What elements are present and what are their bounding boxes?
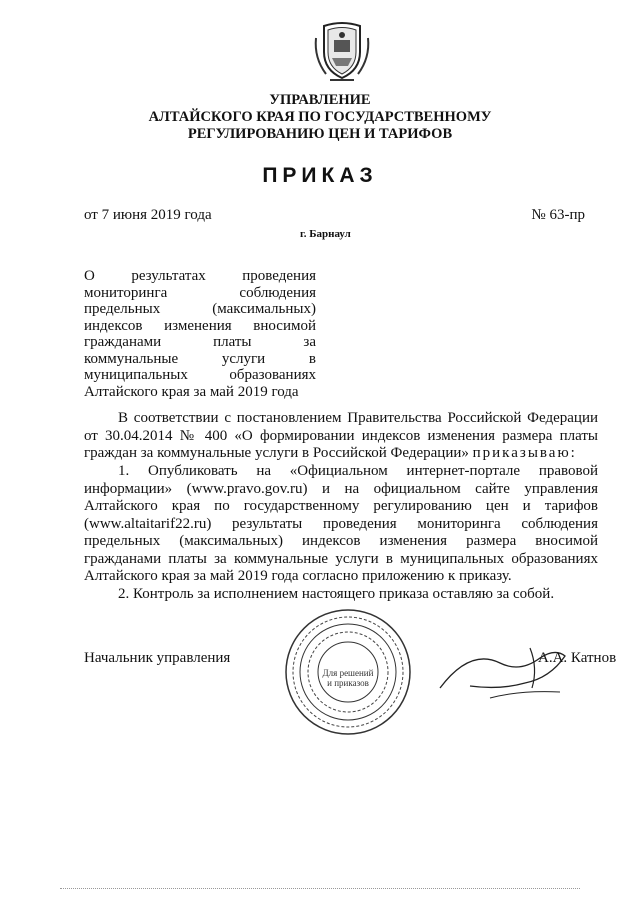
handwritten-signature bbox=[430, 628, 590, 708]
org-name-line-2: АЛТАЙСКОГО КРАЯ ПО ГОСУДАРСТВЕННОМУ bbox=[148, 109, 492, 125]
stamp-inner-line-2: и приказов bbox=[327, 678, 369, 688]
signatory-role: Начальник управления bbox=[84, 650, 231, 666]
signatory-name: А.А. Катнов bbox=[538, 650, 617, 666]
preamble-paragraph bbox=[84, 410, 598, 463]
org-name-line-3: РЕГУЛИРОВАНИЮ ЦЕН И ТАРИФОВ bbox=[187, 126, 453, 142]
item-2-paragraph: 2. Контроль за исполнением настоящего приказа оставляю за собой. bbox=[118, 586, 555, 602]
preamble-keyword: приказываю: bbox=[472, 445, 577, 461]
document-title: ПРИКАЗ bbox=[262, 164, 378, 187]
order-number: № 63-пр bbox=[531, 207, 585, 223]
stamp-inner-line-1: Для решений bbox=[322, 668, 374, 678]
order-city: г. Барнаул bbox=[300, 228, 351, 240]
org-name-line-1: УПРАВЛЕНИЕ bbox=[269, 92, 371, 108]
order-subject: О результатах проведения мониторинга соблюдения предельных (максимальных) индексов изменения вносимой гражданами платы за коммунальные услуги в муниципальных образованиях Алтайского края за май 2019 года bbox=[84, 268, 316, 400]
item-1-paragraph: 1. Опубликовать на «Официальном интернет-портале правовой информации» (www.pravo.gov.ru) и на официальном сайте управления Алтайского края по государственному регулированию цен и тарифов (www.altaitarif22.ru) результаты проведения мониторинга соблюдения предельных (максимальных) индексов изменения размера вносимой гражданами платы за коммунальные услуги в муниципальных образованиях Алтайского края за май 2019 года согласно приложению к приказу. bbox=[84, 463, 598, 584]
order-date: от 7 июня 2019 года bbox=[84, 207, 212, 223]
stamp-inner-text bbox=[318, 668, 378, 688]
bottom-divider bbox=[60, 888, 580, 889]
preamble-text: В соответствии с постановлением Правительства Российской Федерации от 30.04.2014 № 400 «О формировании индексов изменения размера платы граждан за коммунальные услуги в Российской Федерации» bbox=[84, 410, 598, 461]
coat-of-arms-emblem bbox=[312, 18, 372, 82]
